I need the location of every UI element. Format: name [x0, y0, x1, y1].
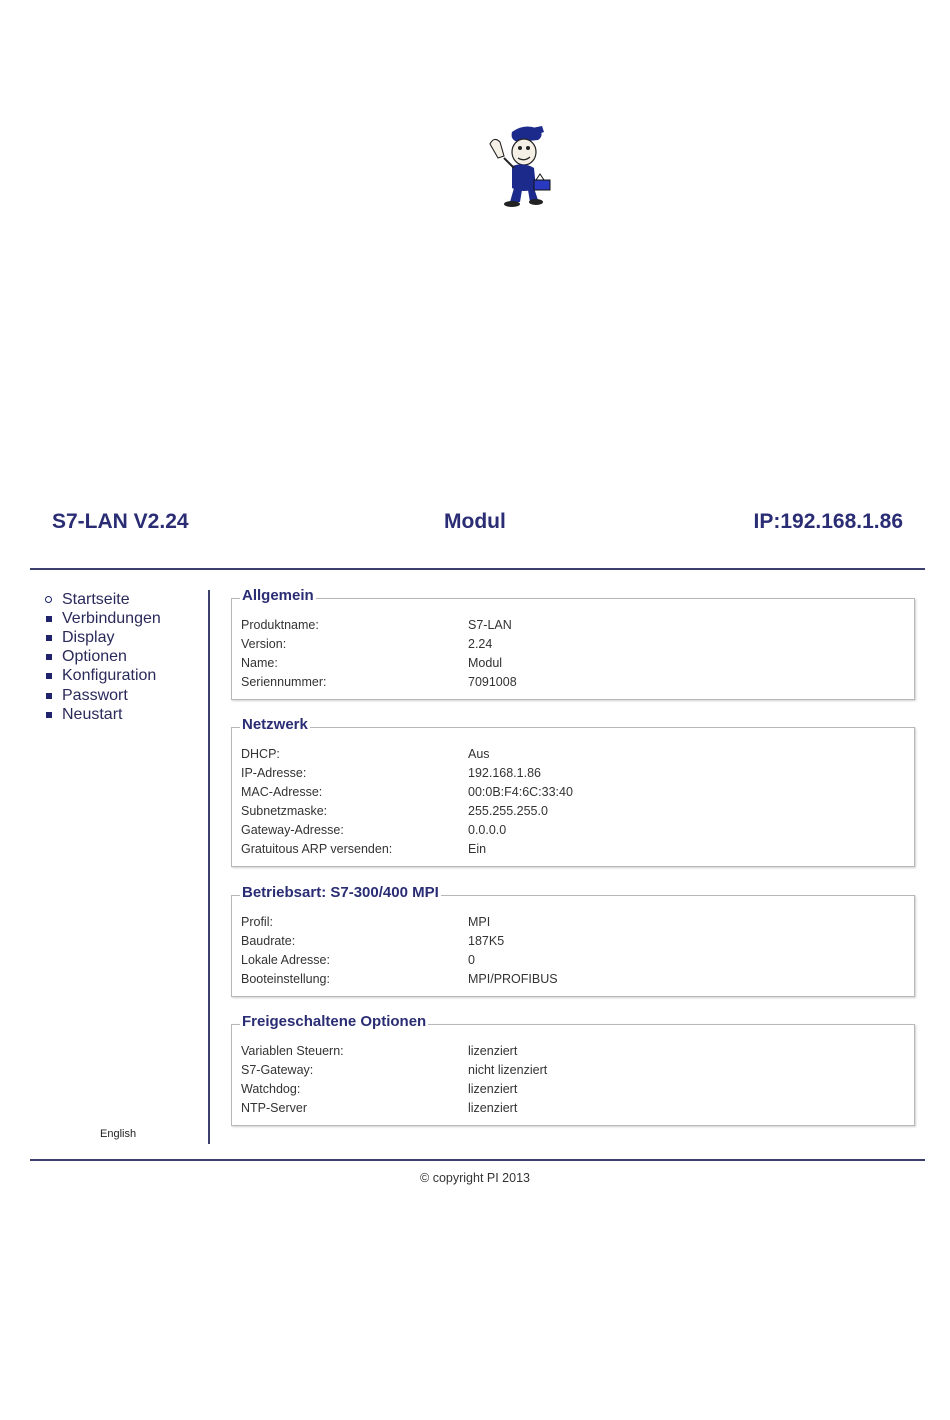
section-betriebsart: [231, 884, 915, 997]
ip-title: IP:192.168.1.86: [753, 510, 903, 533]
info-row: [241, 972, 901, 991]
section-title: Freigeschaltene Optionen: [242, 1013, 427, 1030]
info-value: 7091008: [468, 675, 517, 689]
copyright-footer: © copyright PI 2013: [420, 1171, 530, 1185]
sidebar-item-label: Passwort: [62, 686, 128, 704]
info-value: lizenziert: [468, 1101, 518, 1115]
info-value: Modul: [468, 656, 503, 670]
circle-bullet-icon: [45, 596, 52, 603]
info-value: 0: [468, 953, 475, 967]
info-row: [241, 953, 901, 972]
square-bullet-icon: [46, 693, 52, 699]
section-allgemein: [231, 587, 915, 700]
sidebar-item-optionen[interactable]: [44, 648, 194, 667]
info-key: MAC-Adresse:: [241, 785, 323, 799]
mascot-logo: [482, 122, 554, 208]
info-value: 187K5: [468, 934, 505, 948]
info-row: [241, 915, 901, 934]
sidebar-item-konfiguration[interactable]: [44, 667, 194, 686]
info-row: [241, 675, 901, 694]
info-row: [241, 747, 901, 766]
info-row: [241, 618, 901, 637]
info-row: [241, 1101, 901, 1120]
info-row: [241, 766, 901, 785]
sidebar-item-label: Konfiguration: [62, 667, 157, 685]
sidebar-item-label: Display: [62, 628, 115, 646]
info-key: Booteinstellung:: [241, 972, 330, 986]
info-key: S7-Gateway:: [241, 1063, 314, 1077]
info-value: 0.0.0.0: [468, 823, 507, 837]
info-key: Produktname:: [241, 618, 319, 632]
info-key: Gateway-Adresse:: [241, 823, 344, 837]
info-row: [241, 934, 901, 953]
info-key: NTP-Server: [241, 1101, 307, 1115]
info-row: [241, 804, 901, 823]
sidebar-item-label: Optionen: [62, 648, 127, 666]
info-key: Subnetzmaske:: [241, 804, 328, 818]
info-key: Watchdog:: [241, 1082, 301, 1096]
info-value: Ein: [468, 842, 487, 856]
info-row: [241, 842, 901, 861]
section-title: Betriebsart: S7-300/400 MPI: [242, 884, 439, 901]
page-header: [30, 510, 925, 546]
info-value: 2.24: [468, 637, 493, 651]
info-key: Profil:: [241, 915, 273, 929]
info-value: 00:0B:F4:6C:33:40: [468, 785, 573, 799]
sidebar-item-startseite[interactable]: [44, 590, 194, 609]
info-row: [241, 1044, 901, 1063]
info-key: Name:: [241, 656, 278, 670]
info-row: [241, 637, 901, 656]
info-value: lizenziert: [468, 1082, 518, 1096]
sidebar-item-verbindungen[interactable]: [44, 609, 194, 628]
info-value: nicht lizenziert: [468, 1063, 548, 1077]
info-value: lizenziert: [468, 1044, 518, 1058]
section-freigeschaltene-optionen: [231, 1013, 915, 1126]
sidebar-item-display[interactable]: [44, 628, 194, 647]
square-bullet-icon: [46, 712, 52, 718]
sidebar-divider: [208, 590, 210, 1144]
sidebar-item-label: Neustart: [62, 705, 123, 723]
info-key: DHCP:: [241, 747, 280, 761]
info-value: MPI/PROFIBUS: [468, 972, 558, 986]
info-key: IP-Adresse:: [241, 766, 307, 780]
info-row: [241, 656, 901, 675]
module-title: Modul: [444, 510, 506, 533]
header-divider: [30, 568, 925, 570]
info-value: S7-LAN: [468, 618, 512, 632]
info-row: [241, 785, 901, 804]
info-row: [241, 1082, 901, 1101]
info-key: Version:: [241, 637, 287, 651]
footer-divider: [30, 1159, 925, 1161]
product-title: S7-LAN V2.24: [52, 510, 189, 533]
info-value: Aus: [468, 747, 490, 761]
info-key: Seriennummer:: [241, 675, 327, 689]
info-row: [241, 1063, 901, 1082]
info-key: Baudrate:: [241, 934, 296, 948]
square-bullet-icon: [46, 654, 52, 660]
section-netzwerk: [231, 716, 915, 867]
info-value: MPI: [468, 915, 491, 929]
section-title: Netzwerk: [242, 716, 308, 733]
info-key: Variablen Steuern:: [241, 1044, 344, 1058]
info-row: [241, 823, 901, 842]
sidebar-item-passwort[interactable]: [44, 686, 194, 705]
square-bullet-icon: [46, 673, 52, 679]
section-title: Allgemein: [242, 587, 314, 604]
sidebar-item-label: Startseite: [62, 590, 130, 608]
info-value: 255.255.255.0: [468, 804, 548, 818]
info-key: Gratuitous ARP versenden:: [241, 842, 393, 856]
sidebar-item-label: Verbindungen: [62, 609, 161, 627]
square-bullet-icon: [46, 616, 52, 622]
info-value: 192.168.1.86: [468, 766, 541, 780]
square-bullet-icon: [46, 635, 52, 641]
sidebar-item-neustart[interactable]: [44, 705, 194, 724]
language-link[interactable]: English: [100, 1128, 137, 1140]
info-key: Lokale Adresse:: [241, 953, 330, 967]
sidebar-nav: [44, 590, 194, 724]
